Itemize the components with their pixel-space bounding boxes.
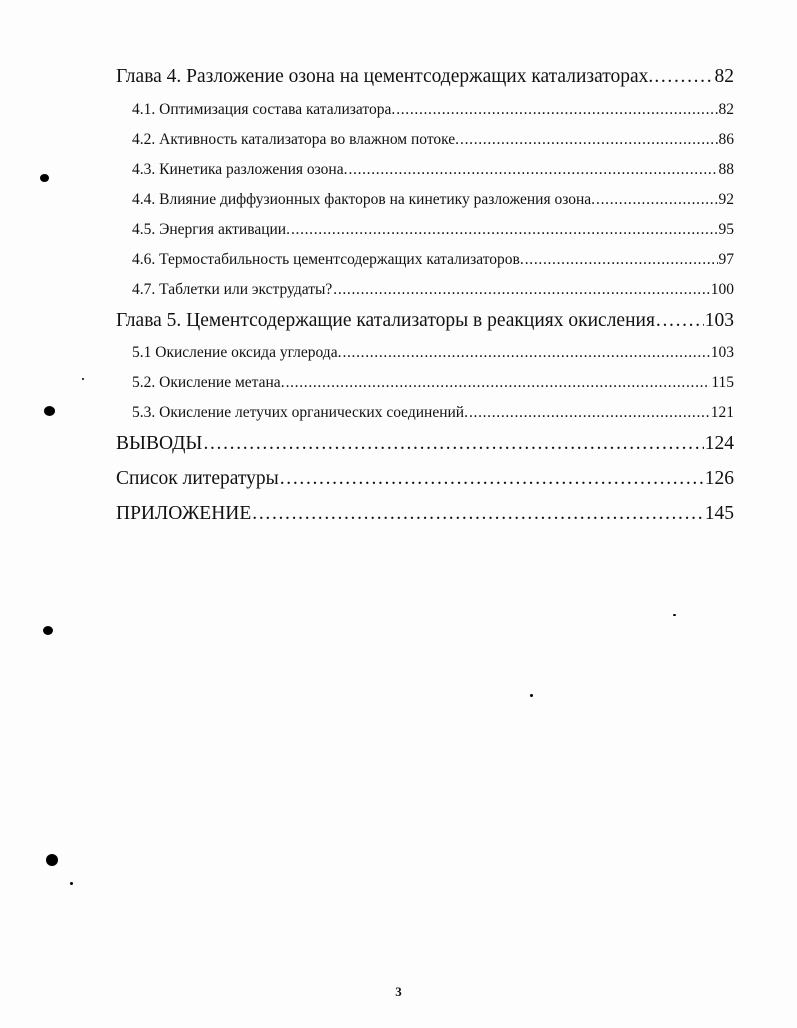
- toc-entry-title: Глава 5. Цементсодержащие катализаторы в реакциях окисления: [116, 310, 655, 331]
- toc-entry-title: 4.6. Термостабильность цементсодержащих катализаторов.: [132, 251, 524, 268]
- toc-entry-title: ВЫВОДЫ: [116, 433, 203, 454]
- toc-entry-title: 4.3. Кинетика разложения озона.: [132, 161, 348, 178]
- toc-entry-page: 88: [718, 161, 734, 178]
- toc-entry-section-4-1: [132, 101, 734, 123]
- toc-entry-page: 82: [714, 66, 734, 87]
- scan-speck: [82, 378, 84, 380]
- toc-leader-dots: [203, 433, 703, 455]
- toc-entry-page: 86: [718, 131, 734, 148]
- scan-speck: [40, 174, 49, 182]
- toc-entry-appendix: [116, 503, 734, 529]
- scan-speck: [530, 694, 533, 697]
- toc-leader-dots: [656, 310, 704, 332]
- toc-entry-section-4-7: [132, 281, 734, 303]
- toc-entry-conclusions: [116, 433, 734, 459]
- toc-entry-page: 121: [710, 404, 734, 421]
- toc-leader-dots: [396, 101, 717, 119]
- toc-entry-page: 145: [704, 503, 734, 524]
- toc-entry-references: [116, 468, 734, 494]
- toc-leader-dots: [525, 251, 718, 269]
- toc-entry-chapter-4: [116, 66, 734, 92]
- toc-entry-page: 95: [718, 221, 734, 238]
- toc-leader-dots: [654, 66, 713, 88]
- scan-speck: [70, 882, 73, 885]
- toc-entry-section-5-1: [132, 344, 734, 366]
- toc-entry-title: 5.1 Окисление оксида углерода.: [132, 344, 342, 361]
- toc-entry-page: 103: [704, 310, 734, 331]
- toc-entry-page: 92: [718, 191, 734, 208]
- toc-entry-title: Список литературы: [116, 468, 279, 489]
- toc-entry-title: 5.3. Окисление летучих органических соединений.: [132, 404, 468, 421]
- toc-entry-section-4-3: [132, 161, 734, 183]
- scan-speck: [44, 406, 55, 416]
- page-number: 3: [395, 984, 402, 999]
- toc-entry-page: 124: [704, 433, 734, 454]
- toc-entry-page: 115: [711, 374, 734, 391]
- scan-speck: [46, 854, 58, 866]
- toc-leader-dots: [596, 191, 717, 209]
- scan-speck: [673, 614, 676, 616]
- toc-entry-title: 4.1. Оптимизация состава катализатора.: [132, 101, 396, 118]
- toc-leader-dots: [342, 344, 709, 362]
- toc-entry-title: 4.4. Влияние диффузионных факторов на кинетику разложения озона.: [132, 191, 596, 208]
- toc-entry-title: Глава 4. Разложение озона на цементсодержащих катализаторах.: [116, 66, 654, 87]
- toc-entry-section-4-4: [132, 191, 734, 213]
- toc-leader-dots: [252, 503, 703, 525]
- scan-speck: [43, 626, 53, 635]
- toc-leader-dots: [333, 281, 709, 299]
- toc-entry-title: ПРИЛОЖЕНИЕ: [116, 503, 252, 524]
- toc-entry-page: 126: [704, 468, 734, 489]
- toc-entry-section-4-5: [132, 221, 734, 243]
- toc-entry-page: 97: [718, 251, 734, 268]
- toc-entry-page: 103: [710, 344, 734, 361]
- toc-entry-page: 82: [718, 101, 734, 118]
- toc-entry-title: 5.2. Окисление метана.: [132, 374, 285, 391]
- toc-entry-title: 4.2. Активность катализатора во влажном потоке.: [132, 131, 460, 148]
- toc-entry-section-4-6: [132, 251, 734, 273]
- toc-leader-dots: [348, 161, 717, 179]
- toc-entry-section-5-3: [132, 404, 734, 426]
- toc-entry-section-4-2: [132, 131, 734, 153]
- toc-entry-section-5-2: [132, 374, 734, 396]
- toc-leader-dots: [280, 468, 704, 490]
- toc-entry-page: 100: [710, 281, 734, 298]
- toc-leader-dots: [291, 221, 718, 239]
- toc-entry-title: 4.7. Таблетки или экструдаты?: [132, 281, 333, 298]
- toc-entry-chapter-5: [116, 310, 734, 336]
- toc-leader-dots: [286, 374, 711, 392]
- toc-leader-dots: [469, 404, 710, 422]
- toc-entry-title: 4.5. Энергия активации.: [132, 221, 290, 238]
- toc-leader-dots: [460, 131, 717, 149]
